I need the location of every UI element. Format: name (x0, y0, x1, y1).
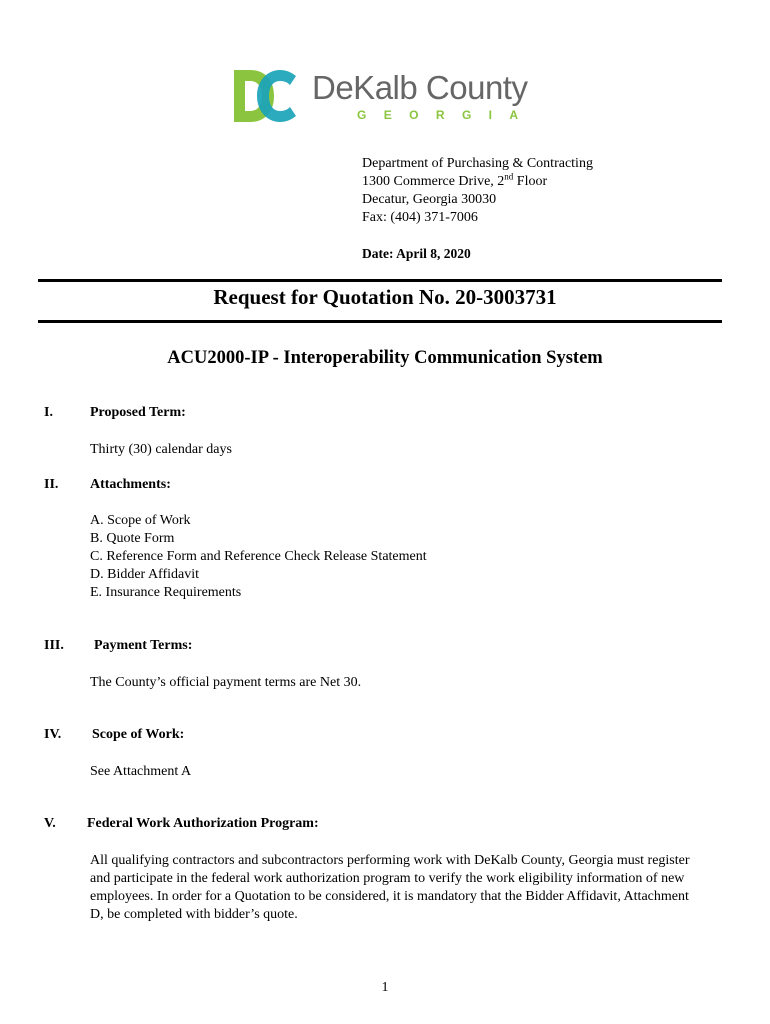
list-item: C. Reference Form and Reference Check Release Statement (90, 549, 427, 564)
attachments-list (90, 512, 427, 602)
section-paragraph: All qualifying contractors and subcontractors performing work with DeKalb County, Georgia must register and participate in the federal work authorization program to verify the work eligibility information of new employees. In order for a Quotation to be considered, it is mandatory that the Bidder Affidavit, Attachment D, be completed with bidder’s quote. (90, 853, 690, 922)
bottom-rule (38, 320, 722, 323)
list-item: A. Scope of Work (90, 513, 191, 528)
logo-name: DeKalb County (312, 69, 528, 106)
section-number: V. (44, 816, 56, 831)
list-item: B. Quote Form (90, 531, 175, 546)
section-heading: Federal Work Authorization Program: (87, 816, 319, 831)
document-date: Date: April 8, 2020 (362, 246, 471, 261)
department-name: Department of Purchasing & Contracting (362, 156, 593, 171)
page-number: 1 (381, 980, 389, 995)
list-item: E. Insurance Requirements (90, 585, 242, 600)
section-number: I. (44, 405, 53, 420)
fax-number: Fax: (404) 371-7006 (362, 210, 478, 225)
section-heading: Proposed Term: (90, 405, 186, 420)
section-heading: Attachments: (90, 477, 171, 492)
rfq-subject: ACU2000-IP - Interoperability Communication System (167, 348, 603, 368)
section-text: See Attachment A (90, 764, 192, 779)
top-rule (38, 279, 722, 282)
logo-subtitle: GEORGIA (357, 108, 536, 122)
dekalb-dc-logo-icon (232, 68, 298, 124)
section-number: II. (44, 477, 59, 492)
section-heading: Payment Terms: (94, 638, 193, 653)
section-text: The County’s official payment terms are Net 30. (90, 675, 362, 690)
rfq-title: Request for Quotation No. 20-3003731 (213, 285, 557, 309)
section-number: IV. (44, 727, 62, 742)
city-state-zip: Decatur, Georgia 30030 (362, 192, 497, 207)
section-number: III. (44, 638, 64, 653)
list-item: D. Bidder Affidavit (90, 567, 200, 582)
section-text: Thirty (30) calendar days (90, 442, 232, 457)
section-heading: Scope of Work: (92, 727, 185, 742)
street-address: 1300 Commerce Drive, 2nd Floor (362, 171, 548, 189)
